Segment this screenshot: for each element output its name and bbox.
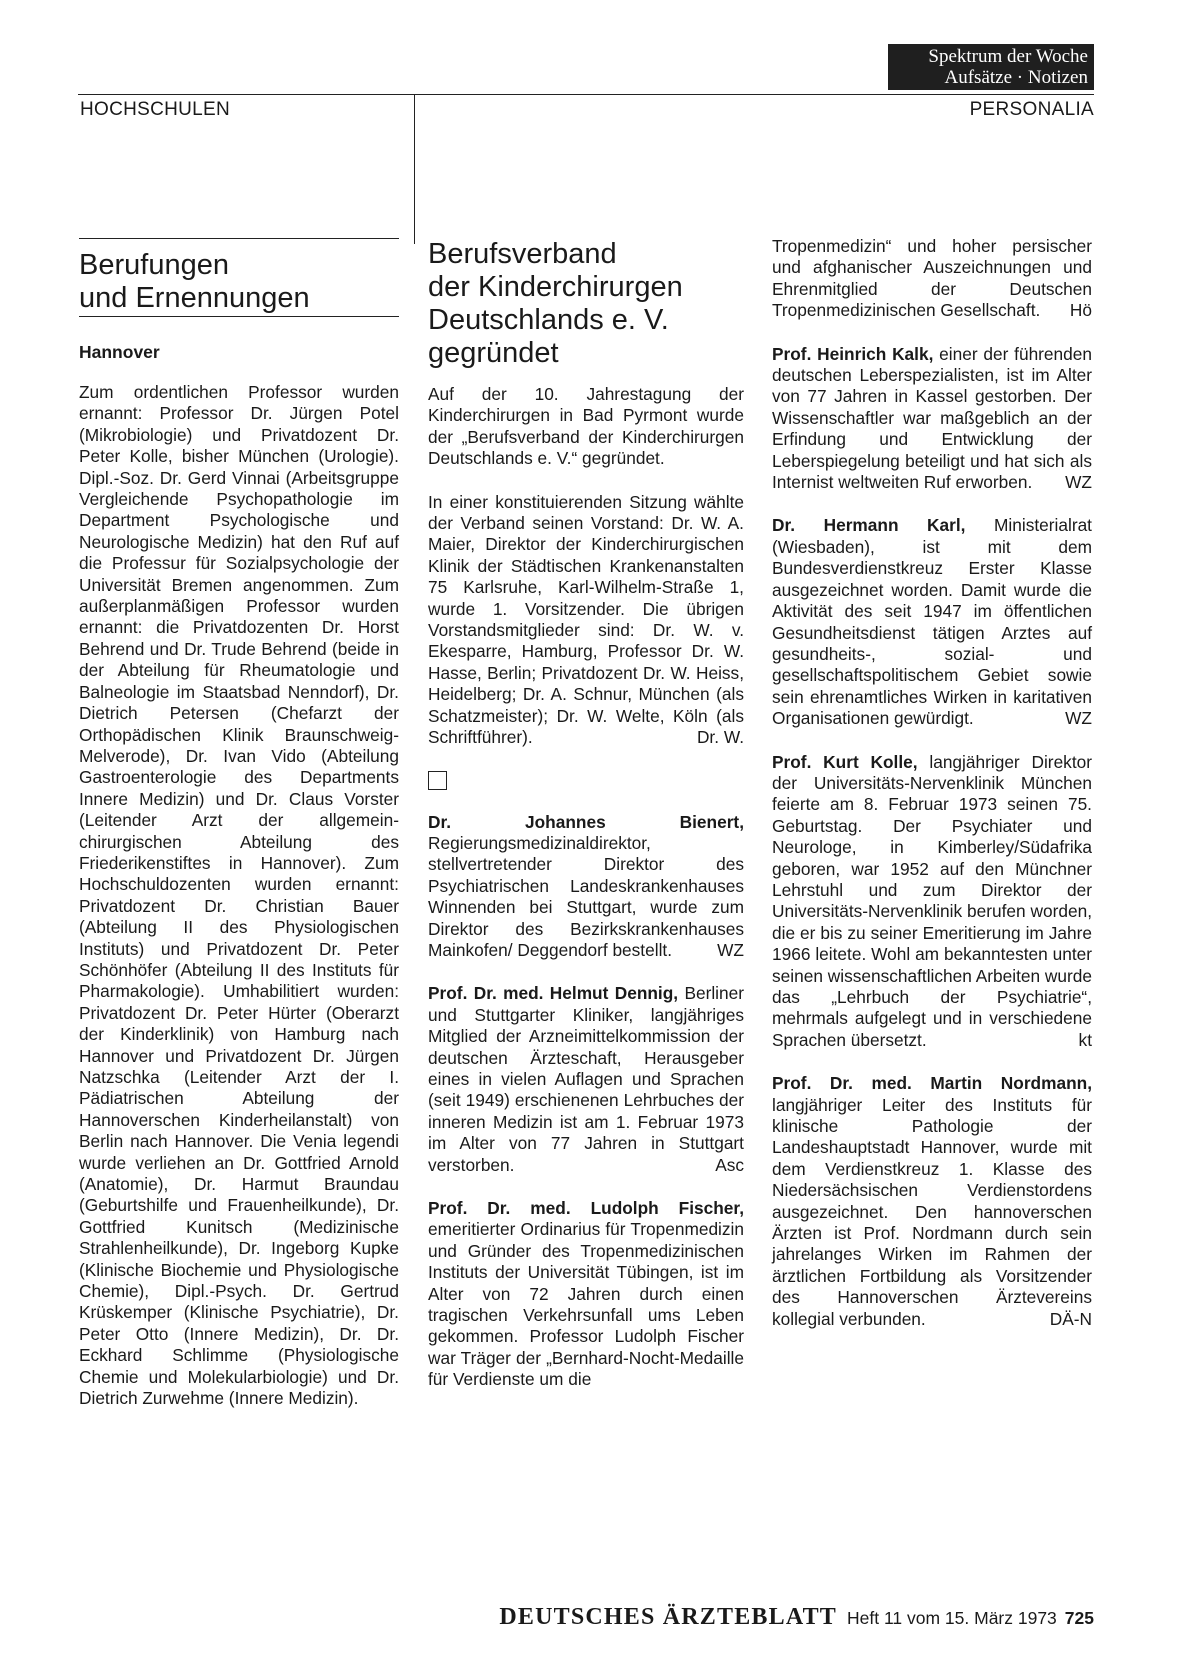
end-of-article-box: [428, 771, 447, 790]
author-signature: WZ: [1065, 708, 1092, 729]
personalia-entry-dennig: Prof. Dr. med. Helmut Dennig, Berliner und Stuttgarter Kliniker, langjähriges Mitglied der Arzneimittelkommission der deutschen Ärzteschaft, Herausgeber eines in vielen Auflagen und Sprachen (seit 1949) erschienenen Lehrbuches der inneren Medizin ist am 1. Februar 1973 im Alter von 77 Jahren in Stuttgart verstorben. Asc: [428, 983, 744, 1175]
headline-berufsverband: Berufsverband der Kinderchirurgen Deutschlands e. V. gegründet: [428, 238, 683, 369]
berufungen-paragraph: Zum ordentlichen Professor wurden ernannt: Professor Dr. Jürgen Potel (Mikrobiologie) und Privatdozent Dr. Peter Kolle, bisher München (Urologie). Dipl.-Soz. Dr. Gerd Vinnai (Arbeitsgruppe Vergleichende Psychopathologie im Department Psychologische und Neurologische Medizin) hat den Ruf auf die Professur für Sozialpsychologie der Universität Bremen angenommen. Zum außerplanmäßigen Professor wurden ernannt: die Privatdozenten Dr. Horst Behrend und Dr. Trude Behrend (beide in der Abteilung für Rheumatologie und Balneologie im Staatsbad Nenndorf), Dr. Dietrich Petersen (Chefarzt der Orthopädischen Klinik Braunschweig-Melverode), Dr. Ivan Vido (Abteilung Gastroenterologie des Departments Innere Medizin) und Dr. Claus Vorster (Leitender Arzt der allgemein-chirurgischen Abteilung des Friederikenstiftes in Hannover). Zum Hochschuldozenten wurden ernannt: Privatdozent Dr. Christian Bauer (Abteilung II des Physiologischen Instituts) und Privatdozent Dr. Peter Schönhöfer (Abteilung II des Instituts für Pharmakologie). Umhabilitiert wurden: Privatdozent Dr. Peter Hürter (Oberarzt der Kinderklinik) von Hamburg nach Hannover und Privatdozent Dr. Jürgen Natzschka (Leitender Arzt der I. Pädiatrischen Abteilung der Hannoverschen Kinderheilanstalt) von Berlin nach Hannover. Die Venia legendi wurde verliehen an Dr. Gottfried Arnold (Anatomie), Dr. Harmut Braundau (Geburtshilfe und Frauenheilkunde), Dr. Gottfried Kunitsch (Medizinische Strahlenheilkunde), Dr. Ingeborg Kupke (Klinische Biochemie und Physiologische Chemie), Dipl.-Psych. Dr. Gertrud Krüskemper (Klinische Psychiatrie), Dr. Peter Otto (Innere Medizin), Dr. Dr. Eckhard Schlimme (Physiologische Chemie und Molekularbiologie) und Dr. Dietrich Zurwehme (Innere Medizin).: [79, 382, 399, 1409]
author-signature: WZ: [717, 939, 744, 960]
author-signature: Asc: [715, 1154, 744, 1175]
footer-issue: Heft 11 vom 15. März 1973: [847, 1608, 1057, 1628]
headline-rule-top: [79, 238, 399, 239]
personalia-entry-karl: Dr. Hermann Karl, Ministerialrat (Wiesbaden), ist mit dem Bundesverdienstkreuz Erster Klasse ausgezeichnet worden. Damit wurde die Aktivität des seit 1947 im öffentlichen Gesundheitsdienst tätigen Arztes auf gesundheits-, sozial- und gesellschaftspolitischem Gebiet sowie sein ehrenamtliches Wirken in karitativen Organisationen gewürdigt. WZ: [772, 515, 1092, 729]
personalia-entry-kalk: Prof. Heinrich Kalk, einer der führenden deutschen Leberspezialisten, ist im Alter von 77 Jahren in Kassel gestorben. Der Wissenschaftler war maßgeblich an der Erfindung und Entwicklung der Leberspiegelung beteiligt und hat sich als Internist weltweiten Ruf erworben. WZ: [772, 343, 1092, 493]
article-berufsverband-body: [428, 384, 744, 1391]
author-signature: kt: [1078, 1029, 1092, 1050]
headline-rule-bottom: [79, 316, 399, 317]
author-signature: DÄ-N: [1049, 1308, 1092, 1329]
author-signature: WZ: [1065, 472, 1092, 493]
section-label-right: PERSONALIA: [969, 99, 1094, 120]
berufsverband-paragraph-2: In einer konstituierenden Sitzung wählte der Verband seinen Vorstand: Dr. W. A. Maier, Direktor der Kinderchirurgischen Klinik der Städtischen Krankenanstalten 75 Karlsruhe, Karl-Wilhelm-Straße 1, wurde 1. Vorsitzender. Die übrigen Vorstandsmitglieder sind: Dr. W. v. Ekesparre, Hamburg, Professor Dr. W. Hasse, Berlin; Privatdozent Dr. W. Heiss, Heidelberg; Dr. A. Schnur, München (als Schatzmeister); Dr. W. Welte, Köln (als Schriftführer). Dr. W.: [428, 491, 744, 748]
section-label-left: HOCHSCHULEN: [80, 99, 231, 120]
author-signature: Dr. W.: [696, 727, 744, 748]
personalia-entry-nordmann: Prof. Dr. med. Martin Nordmann, langjähriger Leiter des Instituts für klinische Pathologie der Landeshauptstadt Hannover, wurde mit dem Verdienstkreuz 1. Klasse des Niedersächsischen Verdienstordens ausgezeichnet. Den hannoverschen Ärzten ist Prof. Nordmann durch sein jahrelanges Wirken im Rahmen der ärztlichen Fortbildung als Vorsitzender des Hannoverschen Ärztevereins kollegial verbunden. DÄ-N: [772, 1073, 1092, 1329]
personalia-entry-bienert: Dr. Johannes Bienert, Regierungsmedizinaldirektor, stellvertretender Direktor des Psychiatrischen Landeskrankenhauses Winnenden bei Stuttgart, wurde zum Direktor des Bezirkskrankenhauses Mainkofen/ Deggendorf bestellt. WZ: [428, 811, 744, 960]
section-badge: [888, 44, 1094, 90]
berufsverband-paragraph-1: Auf der 10. Jahrestagung der Kinderchirurgen in Bad Pyrmont wurde der „Berufsverband der Kinderchirurgen Deutschlands e. V.“ gegründet.: [428, 384, 744, 469]
badge-line-1: Spektrum der Woche: [928, 46, 1088, 67]
footer-masthead: DEUTSCHES ÄRZTEBLATT: [499, 1604, 838, 1630]
badge-line-2: Aufsätze · Notizen: [944, 67, 1088, 88]
personalia-entry-kolle: Prof. Kurt Kolle, langjähriger Direktor der Universitäts-Nervenklinik München feierte am 8. Februar 1973 seinen 75. Geburtstag. Der Psychiater und Neurologe, in Kimberley/Südafrika geboren, war 1952 auf den Münchner Lehrstuhl und zum Direktor der Universitäts-Nervenklinik berufen worden, die er bis zu seiner Emeritierung im Jahre 1966 leitete. Wohl am bekanntesten unter seinen wissenschaftlichen Arbeiten wurde das „Lehrbuch der Psychiatrie“, mehrmals aufgelegt und in verschiedene Sprachen übersetzt. kt: [772, 751, 1092, 1050]
city-subhead: Hannover: [79, 342, 160, 362]
personalia-fischer-continued: Tropenmedizin“ und hoher persischer und afghanischer Auszeichnungen und Ehrenmitglied der Deutschen Tropenmedizinischen Gesellschaft. Hö: [772, 236, 1092, 321]
personalia-body: [772, 236, 1092, 1330]
page-number: 725: [1064, 1608, 1094, 1628]
headline-berufungen: Berufungen und Ernennungen: [79, 249, 310, 314]
author-signature: Hö: [1069, 300, 1092, 321]
article-berufungen-body: [79, 382, 399, 1410]
page-footer: [483, 1604, 1094, 1631]
personalia-entry-fischer: Prof. Dr. med. Ludolph Fischer, emeritierter Ordinarius für Tropenmedizin und Gründer des Tropenmedizinischen Instituts der Universität Tübingen, ist im Alter von 72 Jahren durch einen tragischen Verkehrsunfall ums Leben gekommen. Professor Ludolph Fischer war Träger der „Bernhard-Nocht-Medaille für Verdienste um die: [428, 1198, 744, 1390]
header-rule: [78, 94, 1094, 95]
header-column-divider: [414, 94, 415, 244]
